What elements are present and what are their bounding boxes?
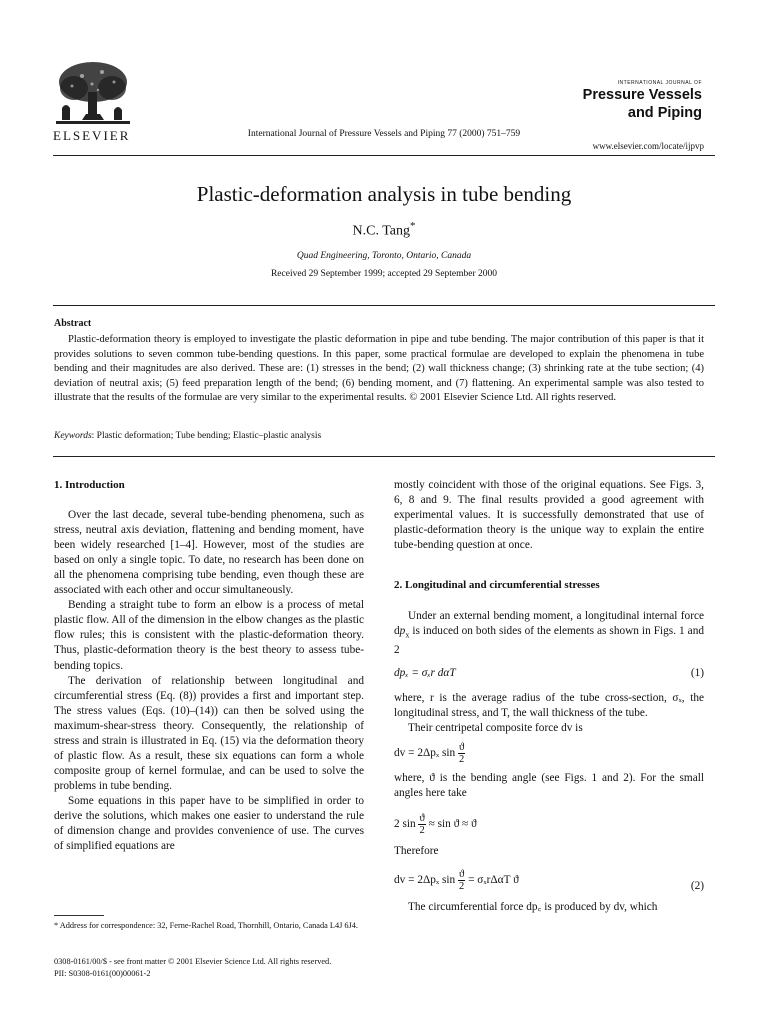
header-rule bbox=[53, 155, 715, 156]
author-line bbox=[0, 220, 768, 240]
intro-paragraph-1: Over the last decade, several tube-bending phenomena, such as stress, neutral axis deviation, flattening and bending moment, have been widely researched [1–4]. However, most of the studies are based on only a single topic. To date, no research has been done on all the phenomena comprising tube bending, even though these are associated with each other and occur simultaneously. bbox=[54, 509, 364, 597]
author-footnote-mark[interactable]: * bbox=[409, 220, 416, 232]
keywords bbox=[54, 431, 321, 441]
stress-paragraph-3: Their centripetal composite force dv is bbox=[408, 721, 583, 734]
journal-name-logo bbox=[583, 86, 702, 122]
stress-paragraph-2: where, r is the average radius of the tube cross-section, σₓ, the longitudinal stress, and T, the wall thickness of the tube. bbox=[394, 691, 704, 719]
page-header bbox=[0, 0, 768, 160]
keywords-list: : Plastic deformation; Tube bending; Elastic–plastic analysis bbox=[91, 431, 322, 441]
equation-dv-fraction: $\frac{ϑ}{2}$ bbox=[459, 741, 465, 765]
author-affiliation: Quad Engineering, Toronto, Ontario, Canada bbox=[296, 251, 472, 261]
equation-dv bbox=[394, 742, 704, 765]
elsevier-tree-logo bbox=[52, 58, 134, 128]
stress-paragraph-1: Under an external bending moment, a longitudinal internal force $dp_x$ is induced on both sides of the elements as shown in Figs. 1 and 2 bbox=[394, 610, 704, 656]
equation-small-angle-right: ≈ sin ϑ ≈ ϑ bbox=[428, 818, 477, 831]
journal-name-line1: Pressure Vessels bbox=[582, 87, 702, 103]
article-title: Plastic-deformation analysis in tube bending bbox=[196, 182, 572, 206]
left-column bbox=[54, 478, 364, 854]
equation-2-right: = σₓrΔαT ϑ bbox=[468, 874, 519, 887]
copyright-block bbox=[54, 956, 331, 980]
equation-small-angle-fraction: $\frac{ϑ}{2}$ bbox=[419, 812, 425, 836]
equation-2-fraction: $\frac{ϑ}{2}$ bbox=[459, 869, 465, 892]
abstract-bottom-rule bbox=[53, 456, 715, 457]
intro-paragraph-4-continued: mostly coincident with those of the original equations. See Figs. 3, 6, 8 and 9. The final results provided a good agreement with experimental values. It is successfully demonstrated that use of plastic-deformation theory is the unique way to explain the entire tube-bending question at once. bbox=[394, 479, 704, 552]
author-footnote: * Address for correspondence: 32, Ferne-Rachel Road, Thornhill, Ontario, Canada L4J 6J4. bbox=[54, 921, 358, 930]
stress-paragraph-5: The circumferential force dp꜀ is produced by dv, which bbox=[408, 901, 658, 913]
equation-1 bbox=[394, 666, 704, 681]
copyright-line: 0308-0161/00/$ - see front matter © 2001 Elsevier Science Ltd. All rights reserved. bbox=[54, 957, 332, 966]
equation-1-body: dpₓ = σₓr dαT bbox=[394, 666, 456, 679]
keywords-label: Keywords bbox=[54, 431, 92, 441]
abstract-text: Plastic-deformation theory is employed to investigate the plastic deformation in pipe and tube bending. The major contribution of this paper is that it provides solutions to seven common tube-bending questions. In this paper, some practical formulae are developed to explain the phenomena in tube bending and their magnitudes are also derived. These are: (1) stresses in the bend; (2) wall thickness change; (3) shrinking rate at the tube section; (4) deviation of neutral axis; (5) feed preparation length of the bend; (6) bending moment, and (7) flattening. An experimental sample was also tested to illustrate that the results of the formulae are very similar to the experimental results. © 2001 Elsevier Science Ltd. All rights reserved. bbox=[54, 334, 704, 404]
section-heading-stresses: 2. Longitudinal and circumferential stresses bbox=[394, 579, 600, 592]
journal-reference: International Journal of Pressure Vessels and Piping 77 (2000) 751–759 bbox=[247, 129, 521, 139]
equation-1-number: (1) bbox=[690, 666, 704, 679]
abstract-heading: Abstract bbox=[54, 318, 92, 329]
footnote-rule bbox=[54, 915, 104, 916]
equation-small-angle bbox=[394, 813, 704, 836]
intro-paragraph-4: Some equations in this paper have to be simplified in order to derive the solutions, which makes one easier to understand the rule of dimension change and provides convenience of use. The curves of simplified equations are bbox=[54, 794, 364, 853]
section-heading-introduction: 1. Introduction bbox=[54, 479, 125, 491]
equation-2-left: dv = 2Δpₓ sin bbox=[394, 874, 456, 887]
abstract-top-rule bbox=[53, 305, 715, 306]
right-column bbox=[394, 478, 704, 915]
intro-paragraph-3: The derivation of relationship between longitudinal and circumferential stress (Eq. (8)) provides a first and important step. The stress values (Eqs. (10)–(14)) can then be solved using the maximum-shear-stress theory. Consequently, the relationship of stress and strain is illustrated in Eq. (15) via the deformation theory of plastic flow. As a result, these six equations can form a whole composite group of kernel formulae, and can be used to solve the problems in tube bending. bbox=[54, 674, 364, 792]
article-dates: Received 29 September 1999; accepted 29 September 2000 bbox=[270, 269, 498, 279]
pii-line: PII: S0308-0161(00)00061-2 bbox=[54, 969, 151, 978]
equation-small-angle-left: 2 sin bbox=[394, 818, 416, 831]
therefore-text: Therefore bbox=[394, 844, 439, 857]
journal-intl-label: INTERNATIONAL JOURNAL OF bbox=[617, 80, 702, 86]
equation-dv-left: dv = 2Δpₓ sin bbox=[394, 746, 456, 759]
journal-url[interactable]: www.elsevier.com/locate/ijpvp bbox=[592, 141, 704, 151]
equation-2 bbox=[394, 869, 704, 892]
stress-paragraph-4: where, ϑ is the bending angle (see Figs. 1 and 2). For the small angles here take bbox=[394, 771, 704, 799]
equation-2-number: (2) bbox=[690, 880, 704, 892]
intro-paragraph-2: Bending a straight tube to form an elbow is a process of metal plastic flow. All of the dimension in the elbow changes as the plastic flow rules; this is consistent with the plastic-deformation theory. Thus, plastic-deformation theory is the best theory to assess tube-bending topics. bbox=[54, 599, 364, 672]
publisher-logo-text: ELSEVIER bbox=[53, 128, 131, 143]
author-name: N.C. Tang bbox=[352, 223, 410, 239]
journal-name-line2: and Piping bbox=[627, 105, 702, 121]
